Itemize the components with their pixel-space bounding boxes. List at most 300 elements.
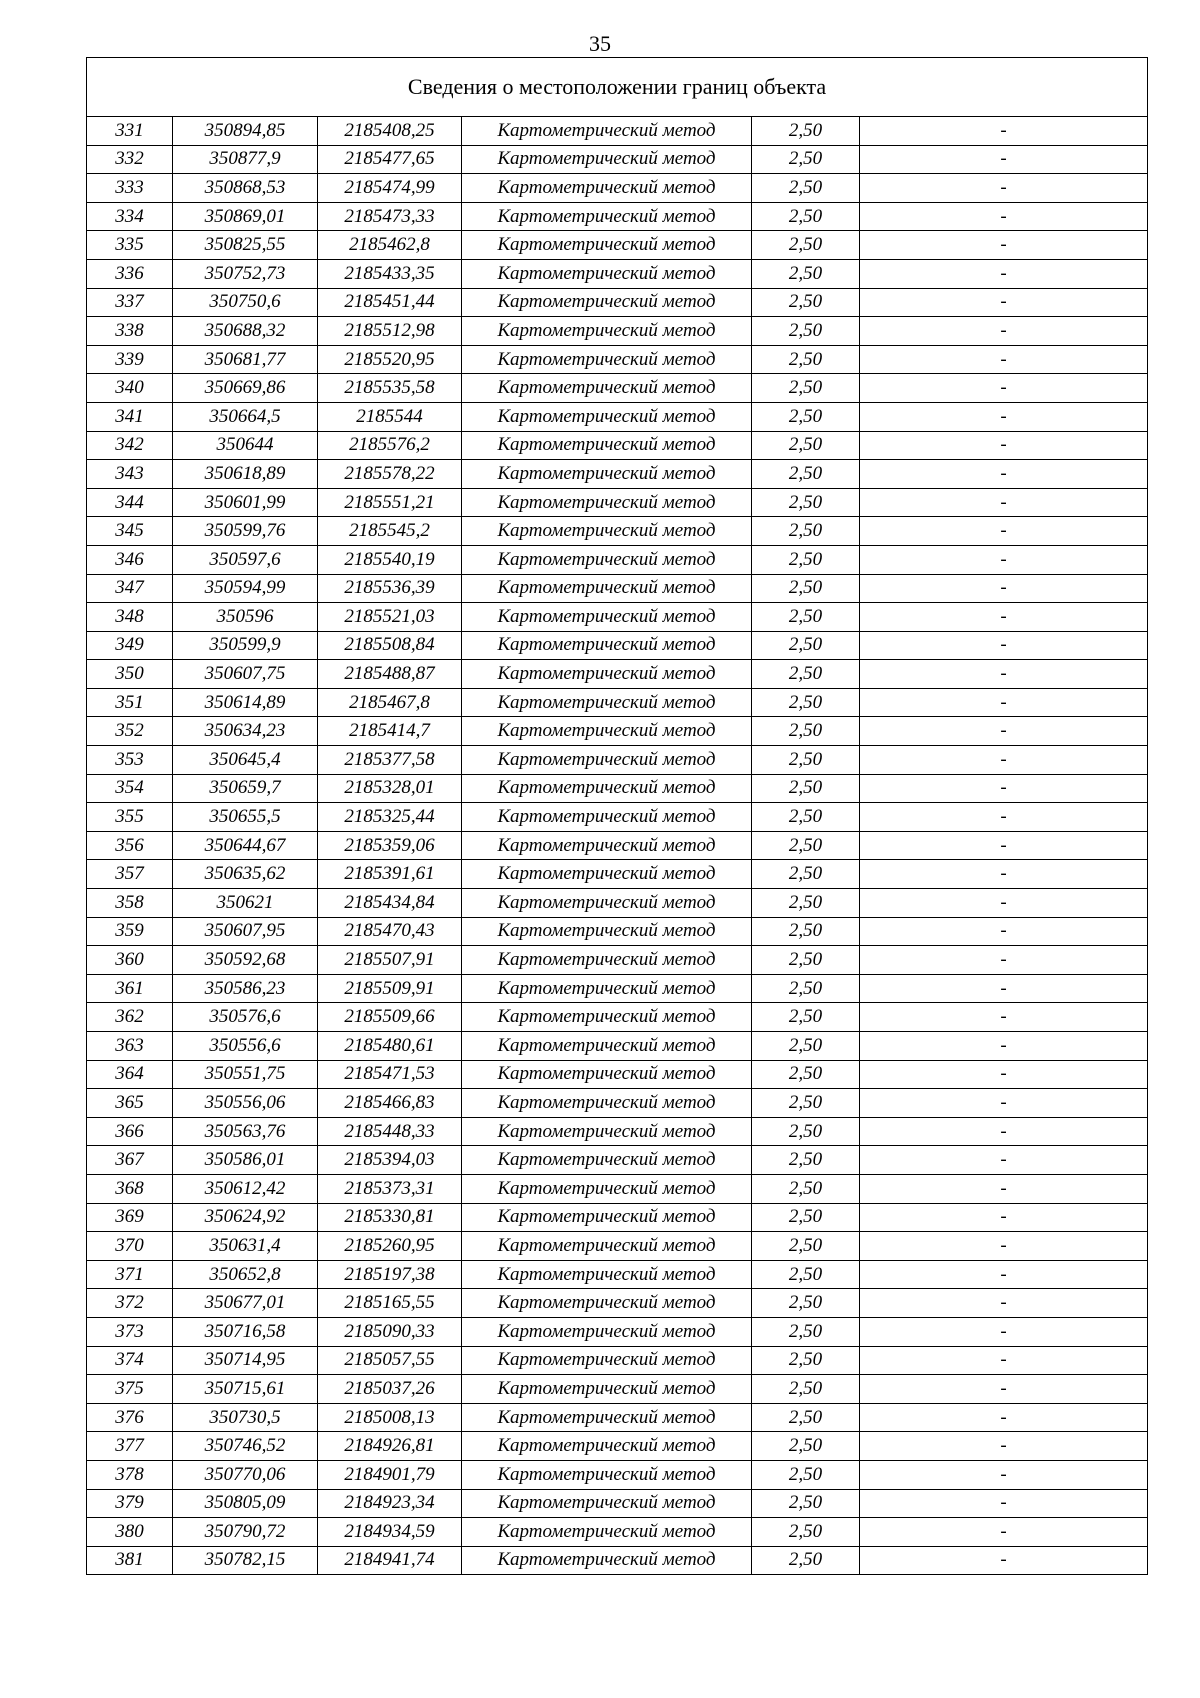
coordinate-y-cell: 2185373,31 — [318, 1174, 462, 1203]
coordinate-x-cell: 350601,99 — [173, 488, 318, 517]
table-row — [87, 889, 1148, 918]
method-cell: Картометрический метод — [462, 1432, 752, 1461]
coordinate-y-cell: 2184926,81 — [318, 1432, 462, 1461]
table-row — [87, 317, 1148, 346]
description-cell: - — [860, 803, 1148, 832]
point-number-cell: 358 — [87, 889, 173, 918]
method-cell: Картометрический метод — [462, 1375, 752, 1404]
coordinate-y-cell: 2185473,33 — [318, 202, 462, 231]
table-row — [87, 202, 1148, 231]
method-cell: Картометрический метод — [462, 1089, 752, 1118]
table-row — [87, 1403, 1148, 1432]
description-cell: - — [860, 1232, 1148, 1261]
coordinate-y-cell: 2185544 — [318, 402, 462, 431]
accuracy-cell: 2,50 — [752, 1146, 860, 1175]
description-cell: - — [860, 231, 1148, 260]
description-cell: - — [860, 1518, 1148, 1547]
accuracy-cell: 2,50 — [752, 1089, 860, 1118]
description-cell: - — [860, 889, 1148, 918]
coordinate-y-cell: 2185521,03 — [318, 603, 462, 632]
method-cell: Картометрический метод — [462, 259, 752, 288]
table-row — [87, 1346, 1148, 1375]
table-row — [87, 1489, 1148, 1518]
accuracy-cell: 2,50 — [752, 603, 860, 632]
coordinate-x-cell: 350715,61 — [173, 1375, 318, 1404]
method-cell: Картометрический метод — [462, 460, 752, 489]
point-number-cell: 345 — [87, 517, 173, 546]
description-cell: - — [860, 1089, 1148, 1118]
coordinate-y-cell: 2185057,55 — [318, 1346, 462, 1375]
accuracy-cell: 2,50 — [752, 431, 860, 460]
description-cell: - — [860, 717, 1148, 746]
method-cell: Картометрический метод — [462, 660, 752, 689]
accuracy-cell: 2,50 — [752, 774, 860, 803]
table-row — [87, 1260, 1148, 1289]
table-row — [87, 460, 1148, 489]
accuracy-cell: 2,50 — [752, 1203, 860, 1232]
description-cell: - — [860, 202, 1148, 231]
point-number-cell: 378 — [87, 1460, 173, 1489]
accuracy-cell: 2,50 — [752, 574, 860, 603]
table-row — [87, 946, 1148, 975]
accuracy-cell: 2,50 — [752, 488, 860, 517]
description-cell: - — [860, 1489, 1148, 1518]
accuracy-cell: 2,50 — [752, 917, 860, 946]
table-row — [87, 1518, 1148, 1547]
table-row — [87, 717, 1148, 746]
point-number-cell: 335 — [87, 231, 173, 260]
method-cell: Картометрический метод — [462, 374, 752, 403]
coordinate-y-cell: 2185448,33 — [318, 1117, 462, 1146]
coordinate-x-cell: 350782,15 — [173, 1546, 318, 1575]
coordinate-x-cell: 350644,67 — [173, 831, 318, 860]
table-row — [87, 1289, 1148, 1318]
description-cell: - — [860, 860, 1148, 889]
coordinate-y-cell: 2185414,7 — [318, 717, 462, 746]
point-number-cell: 360 — [87, 946, 173, 975]
coordinate-y-cell: 2185508,84 — [318, 631, 462, 660]
description-cell: - — [860, 1403, 1148, 1432]
accuracy-cell: 2,50 — [752, 946, 860, 975]
method-cell: Картометрический метод — [462, 1489, 752, 1518]
description-cell: - — [860, 1032, 1148, 1061]
table-row — [87, 1460, 1148, 1489]
table-row — [87, 431, 1148, 460]
description-cell: - — [860, 1260, 1148, 1289]
accuracy-cell: 2,50 — [752, 746, 860, 775]
description-cell: - — [860, 1003, 1148, 1032]
accuracy-cell: 2,50 — [752, 631, 860, 660]
point-number-cell: 380 — [87, 1518, 173, 1547]
accuracy-cell: 2,50 — [752, 1375, 860, 1404]
method-cell: Картометрический метод — [462, 1518, 752, 1547]
coordinate-x-cell: 350597,6 — [173, 545, 318, 574]
coordinate-y-cell: 2185512,98 — [318, 317, 462, 346]
table-row — [87, 174, 1148, 203]
description-cell: - — [860, 1546, 1148, 1575]
point-number-cell: 347 — [87, 574, 173, 603]
table-row — [87, 803, 1148, 832]
accuracy-cell: 2,50 — [752, 1460, 860, 1489]
point-number-cell: 352 — [87, 717, 173, 746]
method-cell: Картометрический метод — [462, 1032, 752, 1061]
point-number-cell: 366 — [87, 1117, 173, 1146]
method-cell: Картометрический метод — [462, 317, 752, 346]
point-number-cell: 344 — [87, 488, 173, 517]
table-row — [87, 345, 1148, 374]
point-number-cell: 332 — [87, 145, 173, 174]
coordinate-y-cell: 2185165,55 — [318, 1289, 462, 1318]
accuracy-cell: 2,50 — [752, 1432, 860, 1461]
coordinate-x-cell: 350599,76 — [173, 517, 318, 546]
point-number-cell: 357 — [87, 860, 173, 889]
table-row — [87, 1089, 1148, 1118]
point-number-cell: 376 — [87, 1403, 173, 1432]
description-cell: - — [860, 1375, 1148, 1404]
point-number-cell: 343 — [87, 460, 173, 489]
point-number-cell: 372 — [87, 1289, 173, 1318]
coordinate-x-cell: 350752,73 — [173, 259, 318, 288]
accuracy-cell: 2,50 — [752, 1032, 860, 1061]
coordinate-y-cell: 2185328,01 — [318, 774, 462, 803]
point-number-cell: 336 — [87, 259, 173, 288]
accuracy-cell: 2,50 — [752, 1232, 860, 1261]
table-row — [87, 860, 1148, 889]
coordinate-y-cell: 2185434,84 — [318, 889, 462, 918]
accuracy-cell: 2,50 — [752, 1346, 860, 1375]
table-row — [87, 517, 1148, 546]
method-cell: Картометрический метод — [462, 889, 752, 918]
coordinate-y-cell: 2184923,34 — [318, 1489, 462, 1518]
description-cell: - — [860, 1289, 1148, 1318]
table-row — [87, 402, 1148, 431]
method-cell: Картометрический метод — [462, 402, 752, 431]
table-row — [87, 574, 1148, 603]
coordinate-y-cell: 2185474,99 — [318, 174, 462, 203]
coordinate-y-cell: 2185008,13 — [318, 1403, 462, 1432]
coordinate-x-cell: 350894,85 — [173, 117, 318, 146]
table-row — [87, 1060, 1148, 1089]
description-cell: - — [860, 1346, 1148, 1375]
description-cell: - — [860, 1460, 1148, 1489]
coordinate-x-cell: 350677,01 — [173, 1289, 318, 1318]
method-cell: Картометрический метод — [462, 574, 752, 603]
table-row — [87, 1232, 1148, 1261]
coordinate-y-cell: 2184934,59 — [318, 1518, 462, 1547]
description-cell: - — [860, 1432, 1148, 1461]
coordinate-x-cell: 350592,68 — [173, 946, 318, 975]
method-cell: Картометрический метод — [462, 488, 752, 517]
description-cell: - — [860, 402, 1148, 431]
description-cell: - — [860, 774, 1148, 803]
method-cell: Картометрический метод — [462, 946, 752, 975]
coordinate-y-cell: 2185509,91 — [318, 974, 462, 1003]
table-title-row — [87, 58, 1148, 117]
description-cell: - — [860, 603, 1148, 632]
coordinate-y-cell: 2185466,83 — [318, 1089, 462, 1118]
table-row — [87, 1432, 1148, 1461]
coordinate-y-cell: 2185394,03 — [318, 1146, 462, 1175]
coordinate-x-cell: 350576,6 — [173, 1003, 318, 1032]
accuracy-cell: 2,50 — [752, 545, 860, 574]
coordinate-x-cell: 350869,01 — [173, 202, 318, 231]
coordinate-y-cell: 2185480,61 — [318, 1032, 462, 1061]
point-number-cell: 373 — [87, 1317, 173, 1346]
table-row — [87, 488, 1148, 517]
coordinate-x-cell: 350659,7 — [173, 774, 318, 803]
coordinate-y-cell: 2185488,87 — [318, 660, 462, 689]
coordinate-x-cell: 350655,5 — [173, 803, 318, 832]
method-cell: Картометрический метод — [462, 1146, 752, 1175]
table-title: Сведения о местоположении границ объекта — [87, 58, 1148, 117]
accuracy-cell: 2,50 — [752, 317, 860, 346]
table-row — [87, 774, 1148, 803]
accuracy-cell: 2,50 — [752, 717, 860, 746]
table-row — [87, 1117, 1148, 1146]
accuracy-cell: 2,50 — [752, 1489, 860, 1518]
coordinate-y-cell: 2185359,06 — [318, 831, 462, 860]
point-number-cell: 365 — [87, 1089, 173, 1118]
description-cell: - — [860, 460, 1148, 489]
coordinate-x-cell: 350714,95 — [173, 1346, 318, 1375]
coordinate-x-cell: 350825,55 — [173, 231, 318, 260]
accuracy-cell: 2,50 — [752, 259, 860, 288]
coordinate-y-cell: 2185576,2 — [318, 431, 462, 460]
point-number-cell: 340 — [87, 374, 173, 403]
accuracy-cell: 2,50 — [752, 1289, 860, 1318]
accuracy-cell: 2,50 — [752, 288, 860, 317]
description-cell: - — [860, 288, 1148, 317]
table-row — [87, 603, 1148, 632]
method-cell: Картометрический метод — [462, 1317, 752, 1346]
coordinate-x-cell: 350631,4 — [173, 1232, 318, 1261]
point-number-cell: 368 — [87, 1174, 173, 1203]
method-cell: Картометрический метод — [462, 288, 752, 317]
coordinate-y-cell: 2185391,61 — [318, 860, 462, 889]
description-cell: - — [860, 317, 1148, 346]
description-cell: - — [860, 1203, 1148, 1232]
point-number-cell: 371 — [87, 1260, 173, 1289]
accuracy-cell: 2,50 — [752, 345, 860, 374]
description-cell: - — [860, 660, 1148, 689]
method-cell: Картометрический метод — [462, 688, 752, 717]
table-row — [87, 374, 1148, 403]
accuracy-cell: 2,50 — [752, 1260, 860, 1289]
coordinate-x-cell: 350877,9 — [173, 145, 318, 174]
coordinate-y-cell: 2185470,43 — [318, 917, 462, 946]
method-cell: Картометрический метод — [462, 1546, 752, 1575]
coordinate-y-cell: 2185467,8 — [318, 688, 462, 717]
coordinate-x-cell: 350586,01 — [173, 1146, 318, 1175]
coordinate-y-cell: 2185578,22 — [318, 460, 462, 489]
description-cell: - — [860, 431, 1148, 460]
accuracy-cell: 2,50 — [752, 117, 860, 146]
table-row — [87, 1546, 1148, 1575]
description-cell: - — [860, 688, 1148, 717]
description-cell: - — [860, 517, 1148, 546]
point-number-cell: 381 — [87, 1546, 173, 1575]
coordinate-x-cell: 350664,5 — [173, 402, 318, 431]
method-cell: Картометрический метод — [462, 1203, 752, 1232]
boundary-coordinates-table — [86, 57, 1148, 1575]
accuracy-cell: 2,50 — [752, 1060, 860, 1089]
coordinate-y-cell: 2185477,65 — [318, 145, 462, 174]
coordinate-y-cell: 2185545,2 — [318, 517, 462, 546]
coordinate-x-cell: 350652,8 — [173, 1260, 318, 1289]
description-cell: - — [860, 1146, 1148, 1175]
coordinate-x-cell: 350551,75 — [173, 1060, 318, 1089]
description-cell: - — [860, 917, 1148, 946]
accuracy-cell: 2,50 — [752, 374, 860, 403]
description-cell: - — [860, 117, 1148, 146]
method-cell: Картометрический метод — [462, 603, 752, 632]
coordinate-x-cell: 350634,23 — [173, 717, 318, 746]
table-row — [87, 831, 1148, 860]
coordinate-x-cell: 350770,06 — [173, 1460, 318, 1489]
page-number: 35 — [589, 31, 611, 56]
description-cell: - — [860, 1117, 1148, 1146]
description-cell: - — [860, 946, 1148, 975]
table-row — [87, 917, 1148, 946]
method-cell: Картометрический метод — [462, 174, 752, 203]
description-cell: - — [860, 259, 1148, 288]
table-row — [87, 688, 1148, 717]
point-number-cell: 349 — [87, 631, 173, 660]
coordinate-x-cell: 350612,42 — [173, 1174, 318, 1203]
table-row — [87, 545, 1148, 574]
coordinate-y-cell: 2185540,19 — [318, 545, 462, 574]
accuracy-cell: 2,50 — [752, 1003, 860, 1032]
point-number-cell: 338 — [87, 317, 173, 346]
point-number-cell: 375 — [87, 1375, 173, 1404]
coordinate-x-cell: 350624,92 — [173, 1203, 318, 1232]
accuracy-cell: 2,50 — [752, 860, 860, 889]
accuracy-cell: 2,50 — [752, 174, 860, 203]
accuracy-cell: 2,50 — [752, 1546, 860, 1575]
coordinate-x-cell: 350607,75 — [173, 660, 318, 689]
point-number-cell: 363 — [87, 1032, 173, 1061]
method-cell: Картометрический метод — [462, 1403, 752, 1432]
coordinate-y-cell: 2185509,66 — [318, 1003, 462, 1032]
point-number-cell: 348 — [87, 603, 173, 632]
description-cell: - — [860, 488, 1148, 517]
coordinate-x-cell: 350614,89 — [173, 688, 318, 717]
method-cell: Картометрический метод — [462, 117, 752, 146]
accuracy-cell: 2,50 — [752, 202, 860, 231]
description-cell: - — [860, 174, 1148, 203]
coordinate-x-cell: 350607,95 — [173, 917, 318, 946]
coordinate-y-cell: 2185330,81 — [318, 1203, 462, 1232]
coordinate-x-cell: 350805,09 — [173, 1489, 318, 1518]
method-cell: Картометрический метод — [462, 831, 752, 860]
coordinate-y-cell: 2185551,21 — [318, 488, 462, 517]
coordinate-y-cell: 2185197,38 — [318, 1260, 462, 1289]
coordinate-y-cell: 2185325,44 — [318, 803, 462, 832]
description-cell: - — [860, 746, 1148, 775]
table-row — [87, 1146, 1148, 1175]
table-row — [87, 1375, 1148, 1404]
accuracy-cell: 2,50 — [752, 460, 860, 489]
point-number-cell: 342 — [87, 431, 173, 460]
method-cell: Картометрический метод — [462, 1260, 752, 1289]
point-number-cell: 350 — [87, 660, 173, 689]
coordinate-x-cell: 350730,5 — [173, 1403, 318, 1432]
method-cell: Картометрический метод — [462, 431, 752, 460]
table-row — [87, 117, 1148, 146]
point-number-cell: 331 — [87, 117, 173, 146]
coordinate-y-cell: 2185471,53 — [318, 1060, 462, 1089]
accuracy-cell: 2,50 — [752, 688, 860, 717]
method-cell: Картометрический метод — [462, 1460, 752, 1489]
coordinate-y-cell: 2185090,33 — [318, 1317, 462, 1346]
accuracy-cell: 2,50 — [752, 145, 860, 174]
point-number-cell: 334 — [87, 202, 173, 231]
point-number-cell: 367 — [87, 1146, 173, 1175]
accuracy-cell: 2,50 — [752, 1317, 860, 1346]
accuracy-cell: 2,50 — [752, 517, 860, 546]
table-row — [87, 660, 1148, 689]
coordinate-y-cell: 2185037,26 — [318, 1375, 462, 1404]
table-row — [87, 974, 1148, 1003]
coordinate-x-cell: 350556,6 — [173, 1032, 318, 1061]
coordinate-y-cell: 2185520,95 — [318, 345, 462, 374]
description-cell: - — [860, 831, 1148, 860]
point-number-cell: 379 — [87, 1489, 173, 1518]
point-number-cell: 353 — [87, 746, 173, 775]
coordinate-x-cell: 350688,32 — [173, 317, 318, 346]
description-cell: - — [860, 345, 1148, 374]
coordinate-x-cell: 350618,89 — [173, 460, 318, 489]
accuracy-cell: 2,50 — [752, 660, 860, 689]
point-number-cell: 377 — [87, 1432, 173, 1461]
coordinate-x-cell: 350599,9 — [173, 631, 318, 660]
point-number-cell: 362 — [87, 1003, 173, 1032]
point-number-cell: 339 — [87, 345, 173, 374]
accuracy-cell: 2,50 — [752, 402, 860, 431]
coordinate-x-cell: 350635,62 — [173, 860, 318, 889]
method-cell: Картометрический метод — [462, 717, 752, 746]
point-number-cell: 374 — [87, 1346, 173, 1375]
accuracy-cell: 2,50 — [752, 1518, 860, 1547]
method-cell: Картометрический метод — [462, 631, 752, 660]
coordinate-y-cell: 2185535,58 — [318, 374, 462, 403]
description-cell: - — [860, 374, 1148, 403]
table-row — [87, 145, 1148, 174]
description-cell: - — [860, 1060, 1148, 1089]
method-cell: Картометрический метод — [462, 231, 752, 260]
coordinate-x-cell: 350645,4 — [173, 746, 318, 775]
table-row — [87, 1032, 1148, 1061]
description-cell: - — [860, 1317, 1148, 1346]
method-cell: Картометрический метод — [462, 1232, 752, 1261]
accuracy-cell: 2,50 — [752, 974, 860, 1003]
coordinate-y-cell: 2185260,95 — [318, 1232, 462, 1261]
accuracy-cell: 2,50 — [752, 231, 860, 260]
description-cell: - — [860, 974, 1148, 1003]
method-cell: Картометрический метод — [462, 202, 752, 231]
method-cell: Картометрический метод — [462, 774, 752, 803]
table-row — [87, 631, 1148, 660]
point-number-cell: 355 — [87, 803, 173, 832]
coordinate-x-cell: 350563,76 — [173, 1117, 318, 1146]
method-cell: Картометрический метод — [462, 1060, 752, 1089]
method-cell: Картометрический метод — [462, 145, 752, 174]
description-cell: - — [860, 1174, 1148, 1203]
method-cell: Картометрический метод — [462, 1174, 752, 1203]
table-row — [87, 1317, 1148, 1346]
coordinate-x-cell: 350790,72 — [173, 1518, 318, 1547]
table-row — [87, 259, 1148, 288]
